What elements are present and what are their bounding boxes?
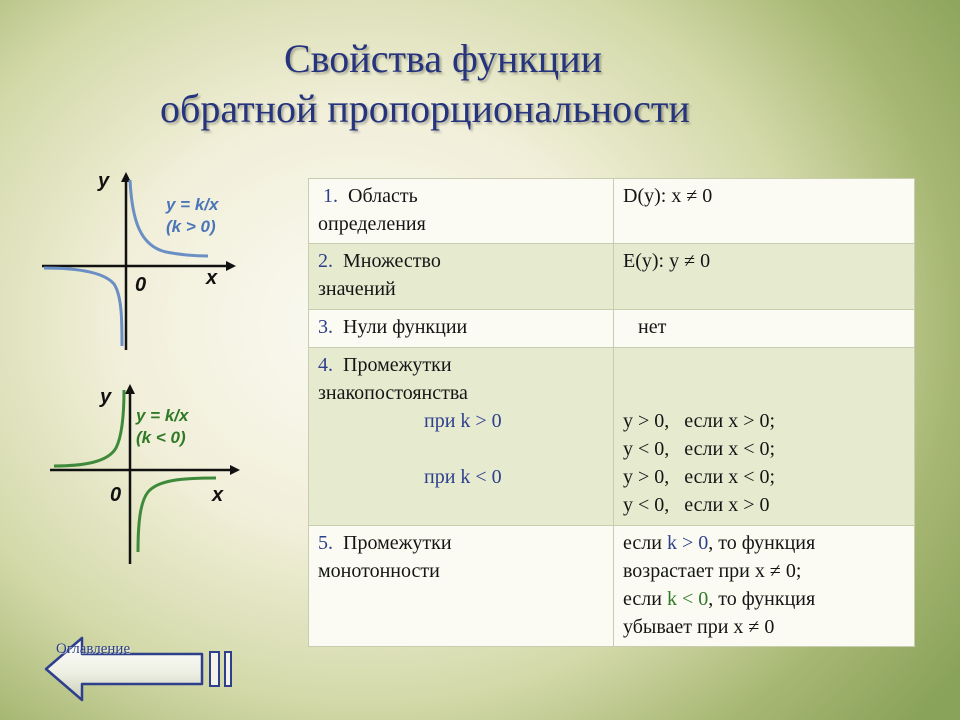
case-k-negative: при k < 0 xyxy=(424,466,502,488)
k-negative-condition: k < 0 xyxy=(666,588,709,610)
property-name-cell xyxy=(309,179,614,244)
hyperbola-positive-graph xyxy=(36,160,236,360)
title-line-2: обратной пропорциональности xyxy=(160,86,690,131)
sign-line-4: y < 0, если x > 0 xyxy=(623,494,770,516)
origin-label: 0 xyxy=(110,484,122,506)
property-name-cell xyxy=(309,244,614,310)
table-row xyxy=(309,526,915,647)
function-label-negative xyxy=(136,405,188,449)
y-axis-arrow xyxy=(125,384,135,394)
table-row xyxy=(309,348,915,526)
properties-table xyxy=(308,178,915,647)
row-number: 3. xyxy=(318,316,333,338)
function-formula: y = k/x xyxy=(166,195,219,214)
arrow-tail-bar-2 xyxy=(225,652,231,686)
property-value: нет xyxy=(638,316,667,338)
sign-line-3: y > 0, если x < 0; xyxy=(623,466,776,488)
row-number: 4. xyxy=(318,354,333,376)
hyperbola-negative-graph xyxy=(44,374,244,574)
property-name-cell xyxy=(309,310,614,348)
property-value: D(y): x ≠ 0 xyxy=(623,185,713,207)
property-label-b: знакопостоянства xyxy=(318,382,468,404)
branch-second-quadrant xyxy=(54,390,124,466)
property-name-cell xyxy=(309,348,614,526)
x-axis-arrow xyxy=(230,465,240,475)
monotonic-line-4: убывает при x ≠ 0 xyxy=(623,616,775,638)
function-condition: (k < 0) xyxy=(136,428,186,447)
origin-label: 0 xyxy=(135,274,147,296)
property-value-cell xyxy=(614,179,915,244)
property-value-cell xyxy=(614,348,915,526)
branch-third-quadrant xyxy=(44,268,122,346)
table-row xyxy=(309,179,915,244)
property-label-b: определения xyxy=(318,213,426,235)
table-row xyxy=(309,310,915,348)
sign-line-2: y < 0, если x < 0; xyxy=(623,438,776,460)
function-label-positive xyxy=(166,194,218,238)
row-number: 1. xyxy=(323,185,338,207)
row-number: 2. xyxy=(318,250,333,272)
function-condition: (k > 0) xyxy=(166,217,216,236)
x-axis-label: x xyxy=(206,267,218,289)
property-label-a: Множество xyxy=(343,250,441,272)
slide-title xyxy=(0,34,960,134)
x-axis-label: x xyxy=(212,484,224,506)
y-axis-label: y xyxy=(98,170,110,192)
branch-fourth-quadrant xyxy=(138,478,216,552)
row-number: 5. xyxy=(318,532,333,554)
property-value-cell xyxy=(614,244,915,310)
table-row xyxy=(309,244,915,310)
y-axis-label: y xyxy=(100,386,112,408)
property-value: E(y): y ≠ 0 xyxy=(623,250,711,272)
property-label-a: Промежутки xyxy=(343,532,452,554)
x-axis-arrow xyxy=(226,261,236,271)
monotonic-line-1: если k > 0, то функция xyxy=(623,532,816,554)
property-value-cell xyxy=(614,310,915,348)
arrow-tail-bar-1 xyxy=(210,652,219,686)
property-label-b: монотонности xyxy=(318,560,440,582)
property-label-a: Нули функции xyxy=(343,316,468,338)
case-k-positive: при k > 0 xyxy=(424,410,502,432)
property-label-a: Промежутки xyxy=(343,354,452,376)
k-positive-condition: k > 0 xyxy=(666,532,709,554)
title-line-1: Свойства функции xyxy=(284,36,603,81)
back-button-label[interactable]: Оглавление xyxy=(56,641,131,657)
property-name-cell xyxy=(309,526,614,647)
property-label-b: значений xyxy=(318,278,396,300)
monotonic-line-3: если k < 0, то функция xyxy=(623,588,816,610)
property-value-cell xyxy=(614,526,915,647)
sign-line-1: y > 0, если x > 0; xyxy=(623,410,776,432)
monotonic-line-2: возрастает при x ≠ 0; xyxy=(623,560,802,582)
property-label-a: Область xyxy=(348,185,418,207)
function-formula: y = k/x xyxy=(136,406,189,425)
